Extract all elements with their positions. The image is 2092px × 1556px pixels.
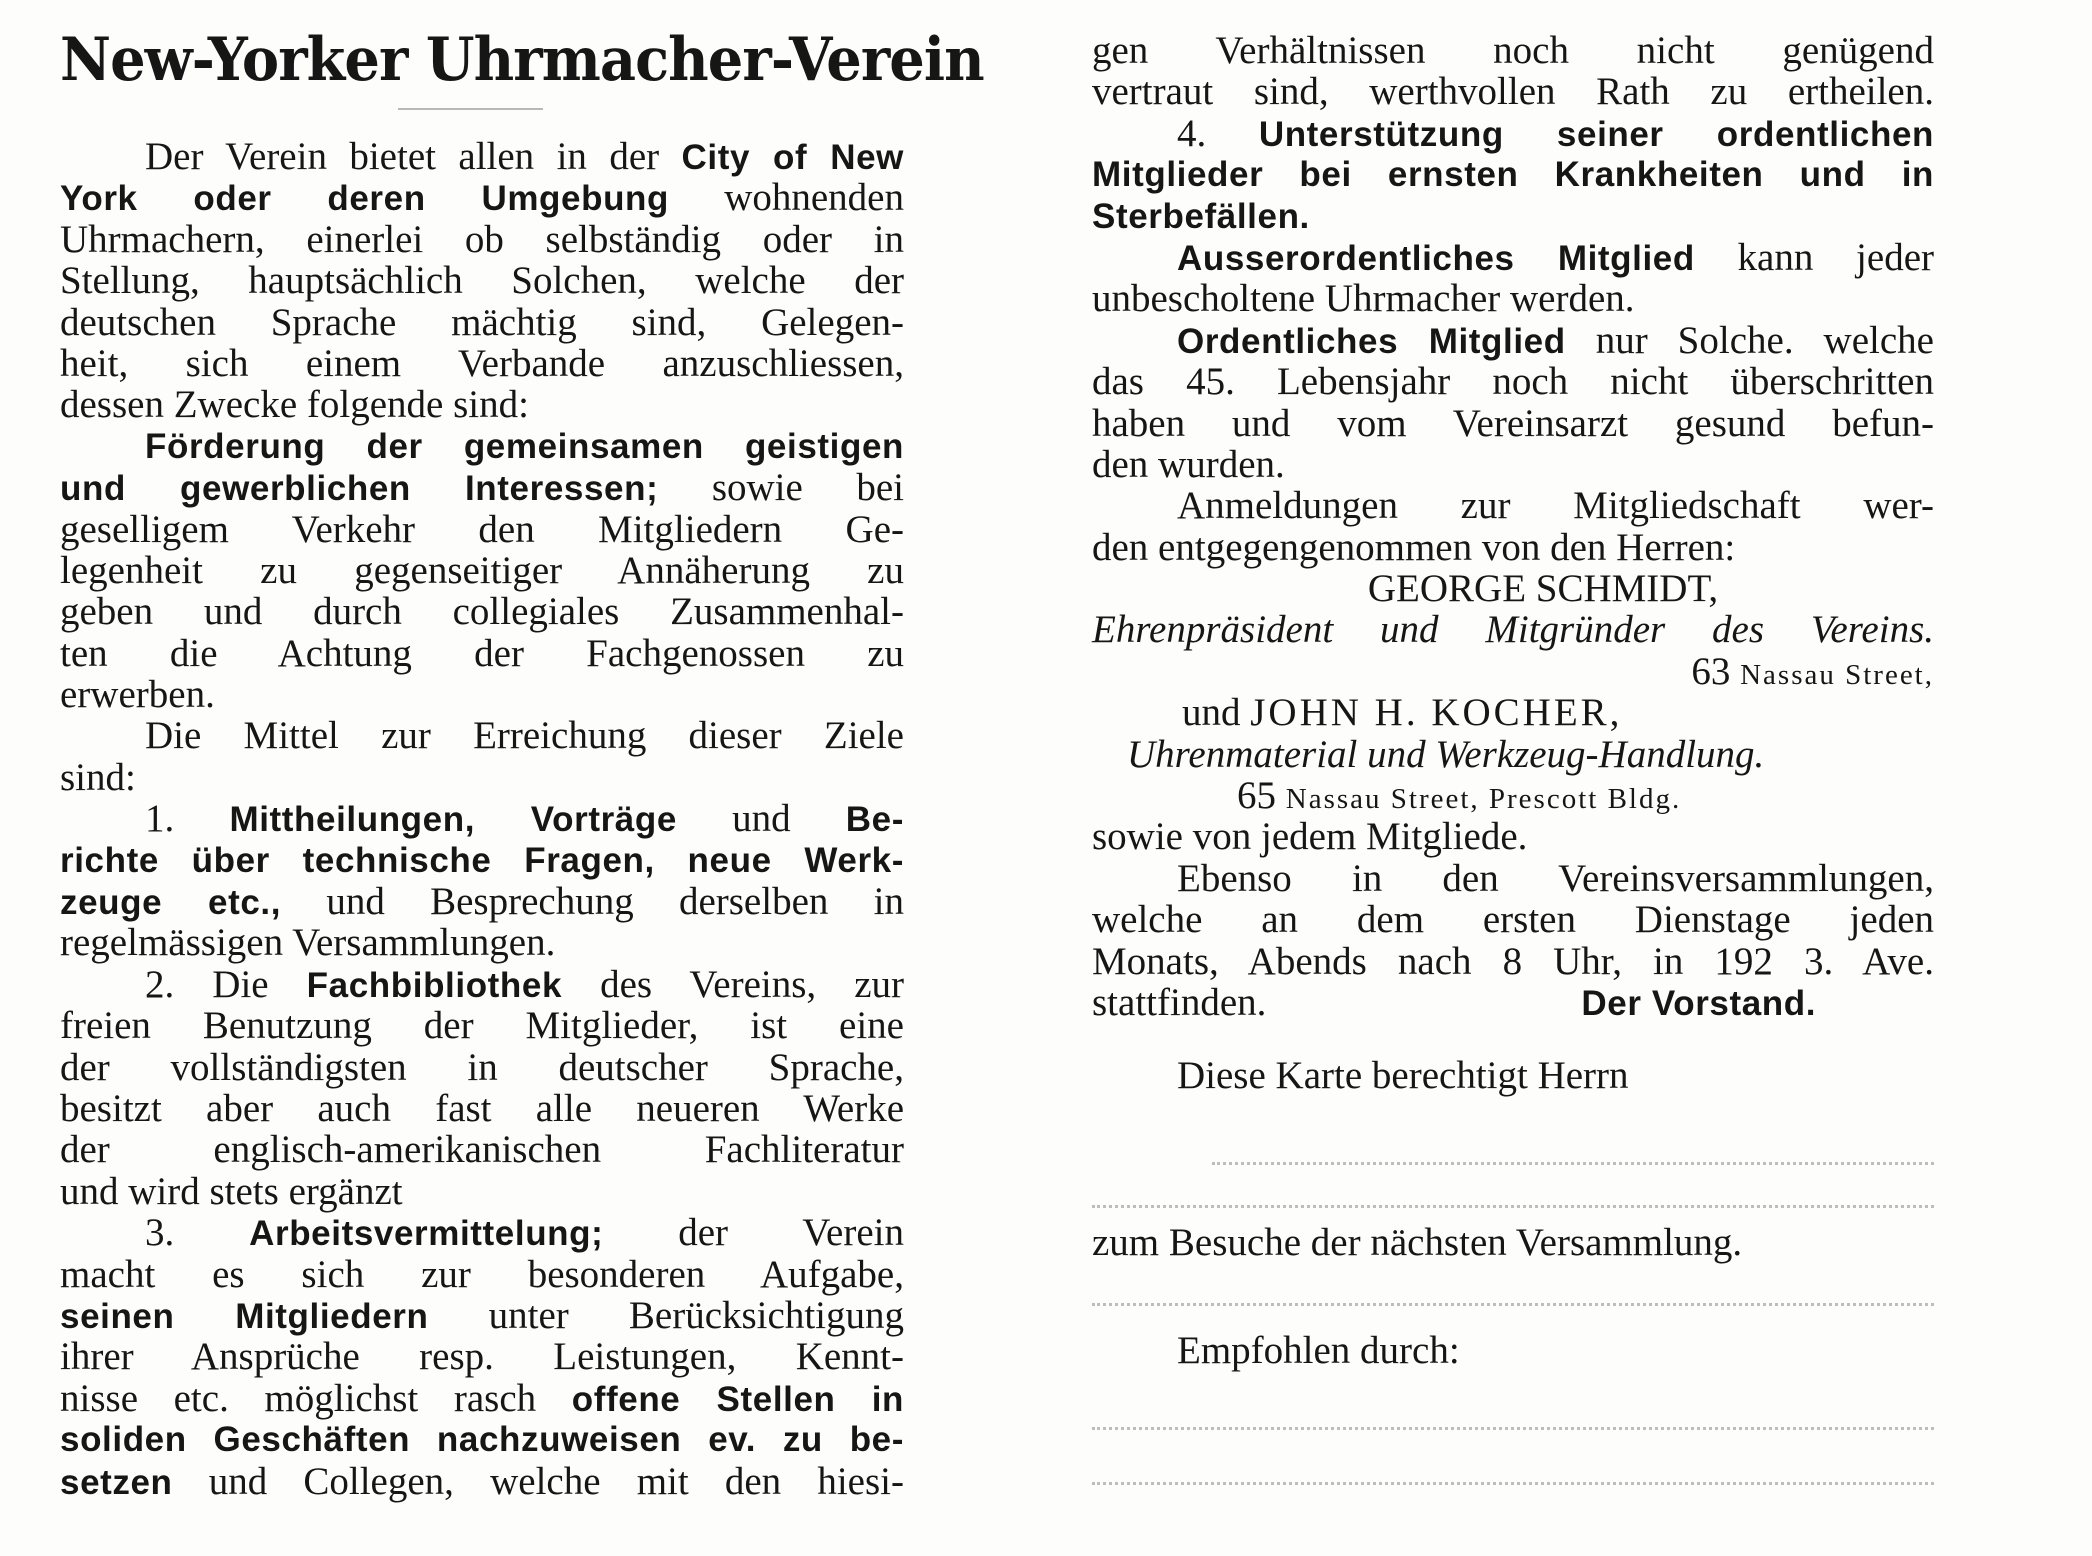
text-line: geben und durch collegiales Zusammenhal-: [60, 590, 904, 634]
name-george-schmidt: GEORGE SCHMIDT,: [1367, 567, 1719, 611]
text-line: sind:: [60, 755, 136, 799]
fill-in-line[interactable]: [1092, 1482, 1934, 1485]
card-line: Diese Karte berechtigt Herrn: [1177, 1054, 1629, 1098]
text-line: nisse etc. möglichst rasch offene Stellen in: [60, 1376, 904, 1420]
list-item-2: 2. Die Fachbibliothek des Vereins, zur: [145, 962, 904, 1006]
text-line: deutschen Sprache mächtig sind, Gelegen-: [60, 300, 904, 344]
text-line: Ordentliches Mitglied nur Solche. welche: [1177, 318, 1934, 362]
text-line: vertraut sind, werthvollen Rath zu ertheilen.: [1092, 70, 1934, 114]
text-line: Ausserordentliches Mitglied kann jeder: [1177, 235, 1934, 279]
text-line: regelmässigen Versammlungen.: [60, 921, 556, 965]
address-line: 63 Nassau Street,: [1691, 649, 1934, 693]
text-line: unbescholtene Uhrmacher werden.: [1092, 277, 1635, 321]
text-line: der englisch-amerikanischen Fachliteratur: [60, 1128, 904, 1172]
text-line: Uhrmachern, einerlei ob selbständig oder in: [60, 217, 904, 261]
text-line: das 45. Lebensjahr noch nicht überschritten: [1092, 360, 1934, 404]
text-line: Die Mittel zur Erreichung dieser Ziele: [145, 714, 904, 758]
signature-vorstand: Der Vorstand.: [1581, 983, 1817, 1023]
text-line: welche an dem ersten Dienstage jeden: [1092, 898, 1934, 942]
text-line: Anmeldungen zur Mitgliedschaft wer-: [1177, 484, 1934, 528]
fill-in-line[interactable]: [1092, 1205, 1934, 1208]
title-ehrenpraesident: Ehrenpräsident und Mitgründer des Vereins.: [1092, 608, 1934, 652]
text-line: geselligem Verkehr den Mitgliedern Ge-: [60, 507, 904, 551]
title-rule: [398, 108, 543, 110]
text-line: stattfinden. Der Vorstand.: [1092, 980, 1817, 1024]
business-line: Uhrenmaterial und Werkzeug-Handlung.: [1127, 732, 1765, 776]
text-line-bold: richte über technische Fragen, neue Werk-: [60, 840, 904, 880]
list-item-4: 4. Unterstützung seiner ordentlichen: [1177, 111, 1935, 155]
text-line: und wird stets ergänzt: [60, 1169, 403, 1213]
text-line: setzen und Collegen, welche mit den hiesi-: [60, 1459, 904, 1503]
fill-in-line[interactable]: [1212, 1162, 1934, 1165]
text-line: macht es sich zur besonderen Aufgabe,: [60, 1252, 904, 1296]
text-line: legenheit zu gegenseitiger Annäherung zu: [60, 548, 904, 592]
text-line-bold: Sterbefällen.: [1092, 196, 1310, 236]
page-title: New-Yorker Uhrmacher-Verein: [60, 25, 984, 95]
name-john-kocher: und JOHN H. KOCHER,: [1182, 691, 1623, 735]
text-line: freien Benutzung der Mitglieder, ist eine: [60, 1004, 904, 1048]
text-line: seinen Mitgliedern unter Berücksichtigung: [60, 1293, 904, 1337]
text-line: haben und vom Vereinsarzt gesund befun-: [1092, 401, 1934, 445]
address-line: 65 Nassau Street, Prescott Bldg.: [1237, 774, 1682, 818]
text-line: gen Verhältnissen noch nicht genügend: [1092, 29, 1934, 72]
text-line: den wurden.: [1092, 442, 1285, 486]
visit-line: zum Besuche der nächsten Versammlung.: [1092, 1220, 1743, 1264]
text-line-bold: Mitglieder bei ernsten Krankheiten und in: [1092, 155, 1934, 195]
fill-in-line[interactable]: [1092, 1303, 1934, 1306]
text-line: den entgegengenommen von den Herren:: [1092, 525, 1736, 569]
text-line: und gewerblichen Interessen; sowie bei: [60, 466, 904, 510]
text-line: Stellung, hauptsächlich Solchen, welche der: [60, 259, 904, 303]
left-column: [60, 0, 984, 1503]
text-line: der vollständigsten in deutscher Sprache,: [60, 1045, 904, 1089]
text-line: Monats, Abends nach 8 Uhr, in 192 3. Ave.: [1092, 939, 1934, 983]
list-item-1: 1. Mittheilungen, Vorträge und Be-: [145, 797, 904, 841]
text-line: Der Verein bietet allen in der City of New: [145, 135, 905, 178]
right-column: [1092, 30, 1934, 1485]
recommended-line: Empfohlen durch:: [1177, 1329, 1460, 1373]
text-line: sowie von jedem Mitgliede.: [1092, 815, 1528, 859]
list-item-3: 3. Arbeitsvermittelung; der Verein: [145, 1211, 904, 1255]
text-line-bold: Förderung der gemeinsamen geistigen: [145, 426, 904, 466]
text-line: heit, sich einem Verbande anzuschliessen,: [60, 341, 904, 385]
text-line: Ebenso in den Vereinsversammlungen,: [1177, 856, 1934, 900]
text-line: ten die Achtung der Fachgenossen zu: [60, 631, 904, 675]
text-line: zeuge etc., und Besprechung derselben in: [60, 880, 904, 924]
text-line: York oder deren Umgebung wohnenden: [60, 176, 904, 220]
text-line: besitzt aber auch fast alle neueren Werke: [60, 1086, 904, 1130]
text-line-bold: soliden Geschäften nachzuweisen ev. zu be-: [60, 1420, 904, 1460]
text-line: ihrer Ansprüche resp. Leistungen, Kennt-: [60, 1335, 904, 1379]
fill-in-line[interactable]: [1092, 1427, 1934, 1430]
text-line: dessen Zwecke folgende sind:: [60, 383, 529, 427]
text-line: erwerben.: [60, 673, 215, 717]
